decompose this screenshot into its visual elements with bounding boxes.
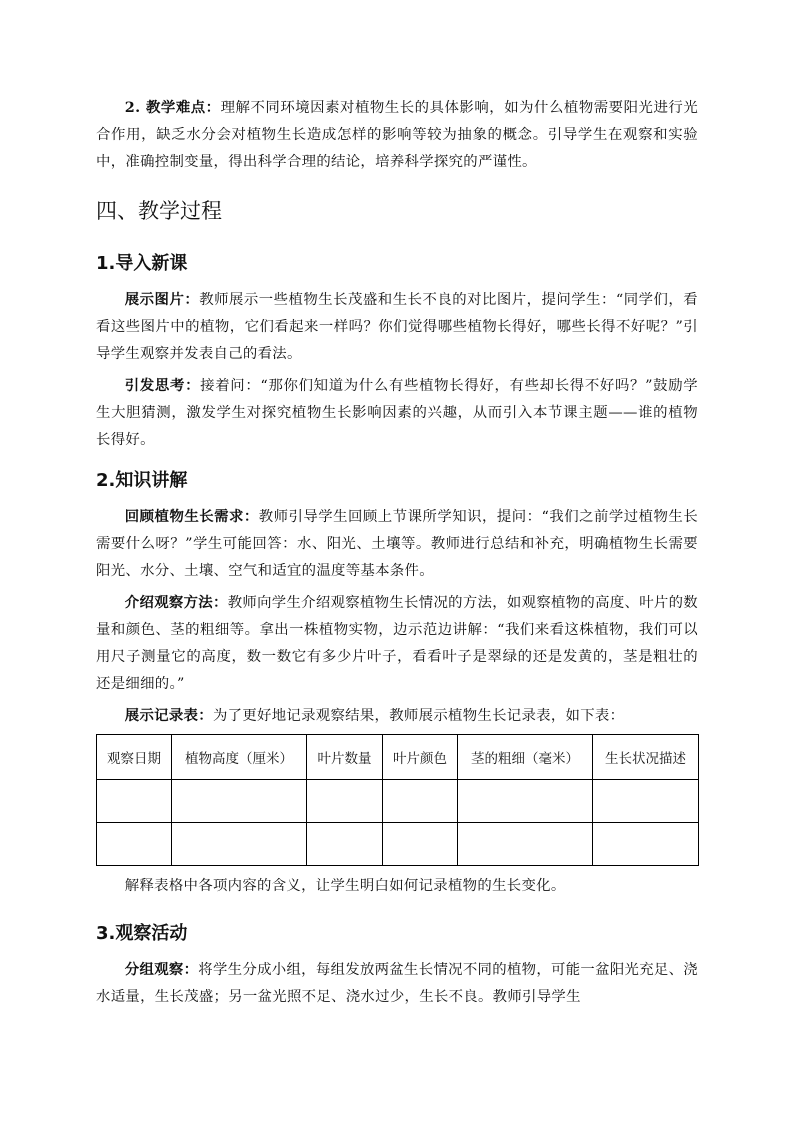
record-table-intro-paragraph xyxy=(96,702,698,730)
group-observe-text: 将学生分成小组，每组发放两盆生长情况不同的植物，可能一盆阳光充足、浇水适量，生长茂盛；另一盆光照不足、浇水过少，生长不良。教师引导学生 xyxy=(96,962,698,1005)
table-cell xyxy=(593,780,699,823)
difficulty-text: 理解不同环境因素对植物生长的具体影响，如为什么植物需要阳光进行光合作用，缺乏水分会对植物生长造成怎样的影响等较为抽象的概念。引导学生在观察和实验中，准确控制变量，得出科学合理的结论，培养科学探究的严谨性。 xyxy=(96,100,699,170)
table-cell xyxy=(383,823,458,866)
difficulty-label: 2. 教学难点： xyxy=(124,99,221,116)
table-cell xyxy=(593,823,699,866)
show-images-label: 展示图片： xyxy=(124,291,200,308)
table-row xyxy=(97,823,699,866)
difficulty-paragraph xyxy=(96,94,698,176)
group-observe-label: 分组观察： xyxy=(124,961,199,978)
review-needs-label: 回顾植物生长需求： xyxy=(124,508,259,525)
provoke-thinking-label: 引发思考： xyxy=(124,377,201,394)
table-cell xyxy=(172,823,307,866)
observe-method-label: 介绍观察方法： xyxy=(124,594,228,611)
table-cell xyxy=(458,823,593,866)
after-table-note xyxy=(96,873,698,900)
section-4-heading: 四、教学过程 xyxy=(96,199,222,223)
plant-growth-record-table xyxy=(96,734,699,866)
after-table-text: 解释表格中各项内容的含义，让学生明白如何记录植物的生长变化。 xyxy=(124,878,566,894)
provoke-thinking-paragraph xyxy=(96,372,698,454)
col-observe-date: 观察日期 xyxy=(97,735,172,780)
table-cell xyxy=(383,780,458,823)
show-images-text: 教师展示一些植物生长茂盛和生长不良的对比图片，提问学生：“同学们，看看这些图片中的植物，它们看起来一样吗？你们觉得哪些植物长得好，哪些长得不好呢？”引导学生观察并发表自己的看法。 xyxy=(96,292,698,362)
record-table-intro-text: 为了更好地记录观察结果，教师展示植物生长记录表，如下表： xyxy=(212,708,625,724)
section-3-heading: 3.观察活动 xyxy=(96,923,188,944)
col-plant-height: 植物高度（厘米） xyxy=(172,735,307,780)
observe-method-paragraph xyxy=(96,589,698,698)
col-growth-description: 生长状况描述 xyxy=(593,735,699,780)
table-cell xyxy=(307,780,383,823)
table-row xyxy=(97,780,699,823)
table-cell xyxy=(97,780,172,823)
col-leaf-color: 叶片颜色 xyxy=(383,735,458,780)
provoke-thinking-text: 接着问：“那你们知道为什么有些植物长得好，有些却长得不好吗？”鼓励学生大胆猜测，激发学生对探究植物生长影响因素的兴趣，从而引入本节课主题——谁的植物长得好。 xyxy=(96,378,698,448)
table-cell xyxy=(458,780,593,823)
table-cell xyxy=(307,823,383,866)
show-images-paragraph xyxy=(96,286,698,368)
table-cell xyxy=(97,823,172,866)
record-table-label: 展示记录表： xyxy=(124,707,213,724)
section-2-body xyxy=(96,503,698,730)
section-2-heading: 2.知识讲解 xyxy=(96,470,188,491)
table-header-row xyxy=(97,735,699,780)
observe-method-text: 教师向学生介绍观察植物生长情况的方法，如观察植物的高度、叶片的数量和颜色、茎的粗细等。拿出一株植物实物，边示范边讲解：“我们来看这株植物，我们可以用尺子测量它的高度，数一数它有多少片叶子，看看叶子是翠绿的还是发黄的，茎是粗壮的还是细细的。” xyxy=(96,595,698,692)
section-3-body xyxy=(96,956,698,1011)
table-cell xyxy=(172,780,307,823)
review-needs-text: 教师引导学生回顾上节课所学知识，提问：“我们之前学过植物生长需要什么呀？”学生可能回答：水、阳光、土壤等。教师进行总结和补充，明确植物生长需要阳光、水分、土壤、空气和适宜的温度等基本条件。 xyxy=(96,509,699,579)
col-leaf-count: 叶片数量 xyxy=(307,735,383,780)
teaching-difficulty xyxy=(96,94,698,176)
col-stem-thickness: 茎的粗细（毫米） xyxy=(458,735,593,780)
group-observe-paragraph xyxy=(96,956,698,1011)
review-needs-paragraph xyxy=(96,503,698,585)
section-1-body xyxy=(96,286,698,454)
section-1-heading: 1.导入新课 xyxy=(96,253,188,274)
